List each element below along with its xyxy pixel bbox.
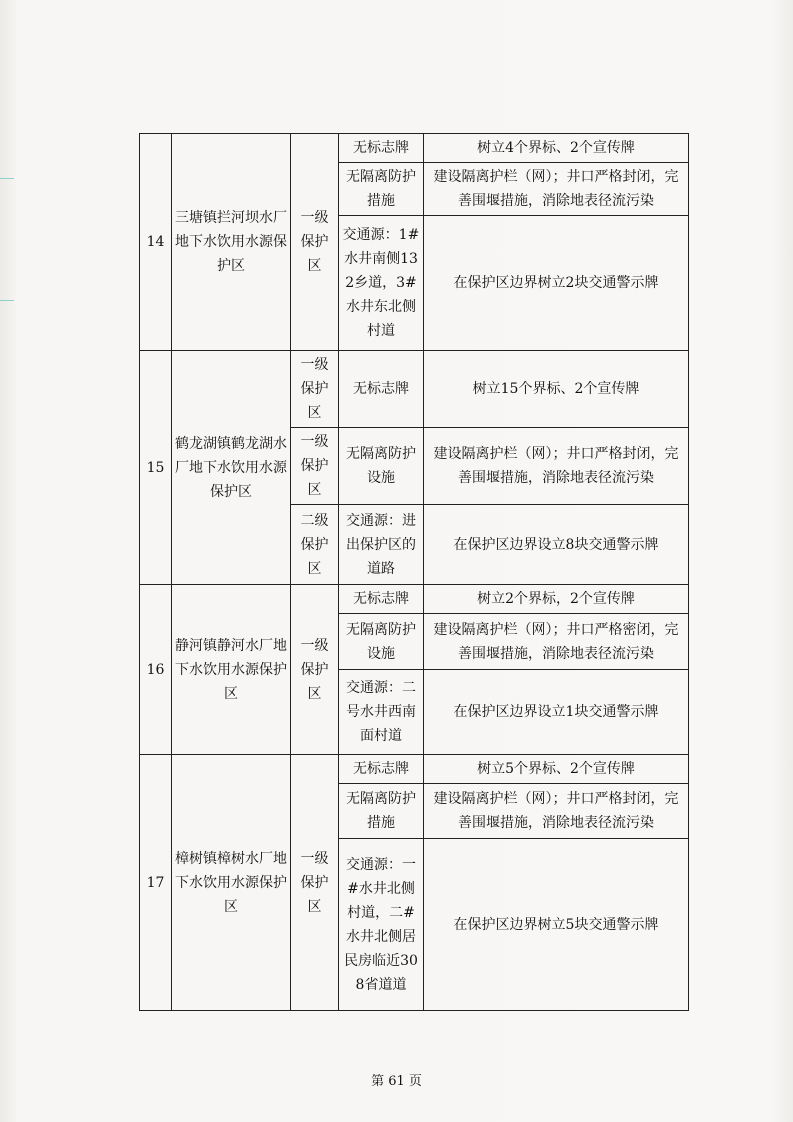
protection-level: 一级保护区 [291, 428, 339, 505]
protection-level: 一级保护区 [291, 755, 339, 1011]
issue-cell: 无隔离防护设施 [339, 614, 424, 670]
measure-cell: 在保护区边界设立1块交通警示牌 [424, 670, 689, 755]
table-row [140, 585, 689, 614]
row-number: 14 [140, 134, 172, 351]
measure-cell: 树立5个界标、2个宣传牌 [424, 755, 689, 784]
measure-cell: 在保护区边界树立2块交通警示牌 [424, 216, 689, 351]
measure-cell: 在保护区边界树立5块交通警示牌 [424, 839, 689, 1011]
measure-cell: 建设隔离护栏（网）；井口严格封闭，完善围堰措施，消除地表径流污染 [424, 784, 689, 839]
protection-area-name: 鹤龙湖镇鹤龙湖水厂地下水饮用水源保护区 [172, 351, 291, 585]
protection-area-name: 三塘镇拦河坝水厂地下水饮用水源保护区 [172, 134, 291, 351]
protection-level: 一级保护区 [291, 585, 339, 755]
measure-cell: 在保护区边界设立8块交通警示牌 [424, 505, 689, 585]
table-row [140, 755, 689, 784]
issue-cell: 交通源：一#水井北侧村道，二#水井北侧居民房临近308省道道 [339, 839, 424, 1011]
table-row [140, 351, 689, 428]
protection-area-name: 静河镇静河水厂地下水饮用水源保护区 [172, 585, 291, 755]
issue-cell: 无隔离防护措施 [339, 784, 424, 839]
measure-cell: 建设隔离护栏（网）；井口严格封闭，完善围堰措施，消除地表径流污染 [424, 428, 689, 505]
row-number: 15 [140, 351, 172, 585]
table-row [140, 134, 689, 163]
page-number: 第 61 页 [371, 1074, 422, 1089]
issue-cell: 无标志牌 [339, 755, 424, 784]
row-number: 17 [140, 755, 172, 1011]
protection-level: 一级保护区 [291, 351, 339, 428]
row-number: 16 [140, 585, 172, 755]
issue-cell: 无标志牌 [339, 134, 424, 163]
measure-cell: 树立4个界标、2个宣传牌 [424, 134, 689, 163]
issue-cell: 无隔离防护措施 [339, 163, 424, 216]
issue-cell: 无标志牌 [339, 585, 424, 614]
margin-mark [0, 300, 14, 301]
issue-cell: 无标志牌 [339, 351, 424, 428]
margin-mark [0, 178, 14, 179]
issue-cell: 交通源：1#水井南侧132乡道，3#水井东北侧村道 [339, 216, 424, 351]
measure-cell: 树立2个界标，2个宣传牌 [424, 585, 689, 614]
measure-cell: 建设隔离护栏（网）；井口严格密闭，完善围堰措施，消除地表径流污染 [424, 614, 689, 670]
water-source-protection-table [139, 133, 689, 1011]
protection-level: 一级保护区 [291, 134, 339, 351]
issue-cell: 交通源：二号水井西南面村道 [339, 670, 424, 755]
protection-area-name: 樟树镇樟树水厂地下水饮用水源保护区 [172, 755, 291, 1011]
measure-cell: 树立15个界标、2个宣传牌 [424, 351, 689, 428]
issue-cell: 无隔离防护设施 [339, 428, 424, 505]
issue-cell: 交通源：进出保护区的道路 [339, 505, 424, 585]
protection-level: 二级保护区 [291, 505, 339, 585]
measure-cell: 建设隔离护栏（网）；井口严格封闭，完善围堰措施，消除地表径流污染 [424, 163, 689, 216]
